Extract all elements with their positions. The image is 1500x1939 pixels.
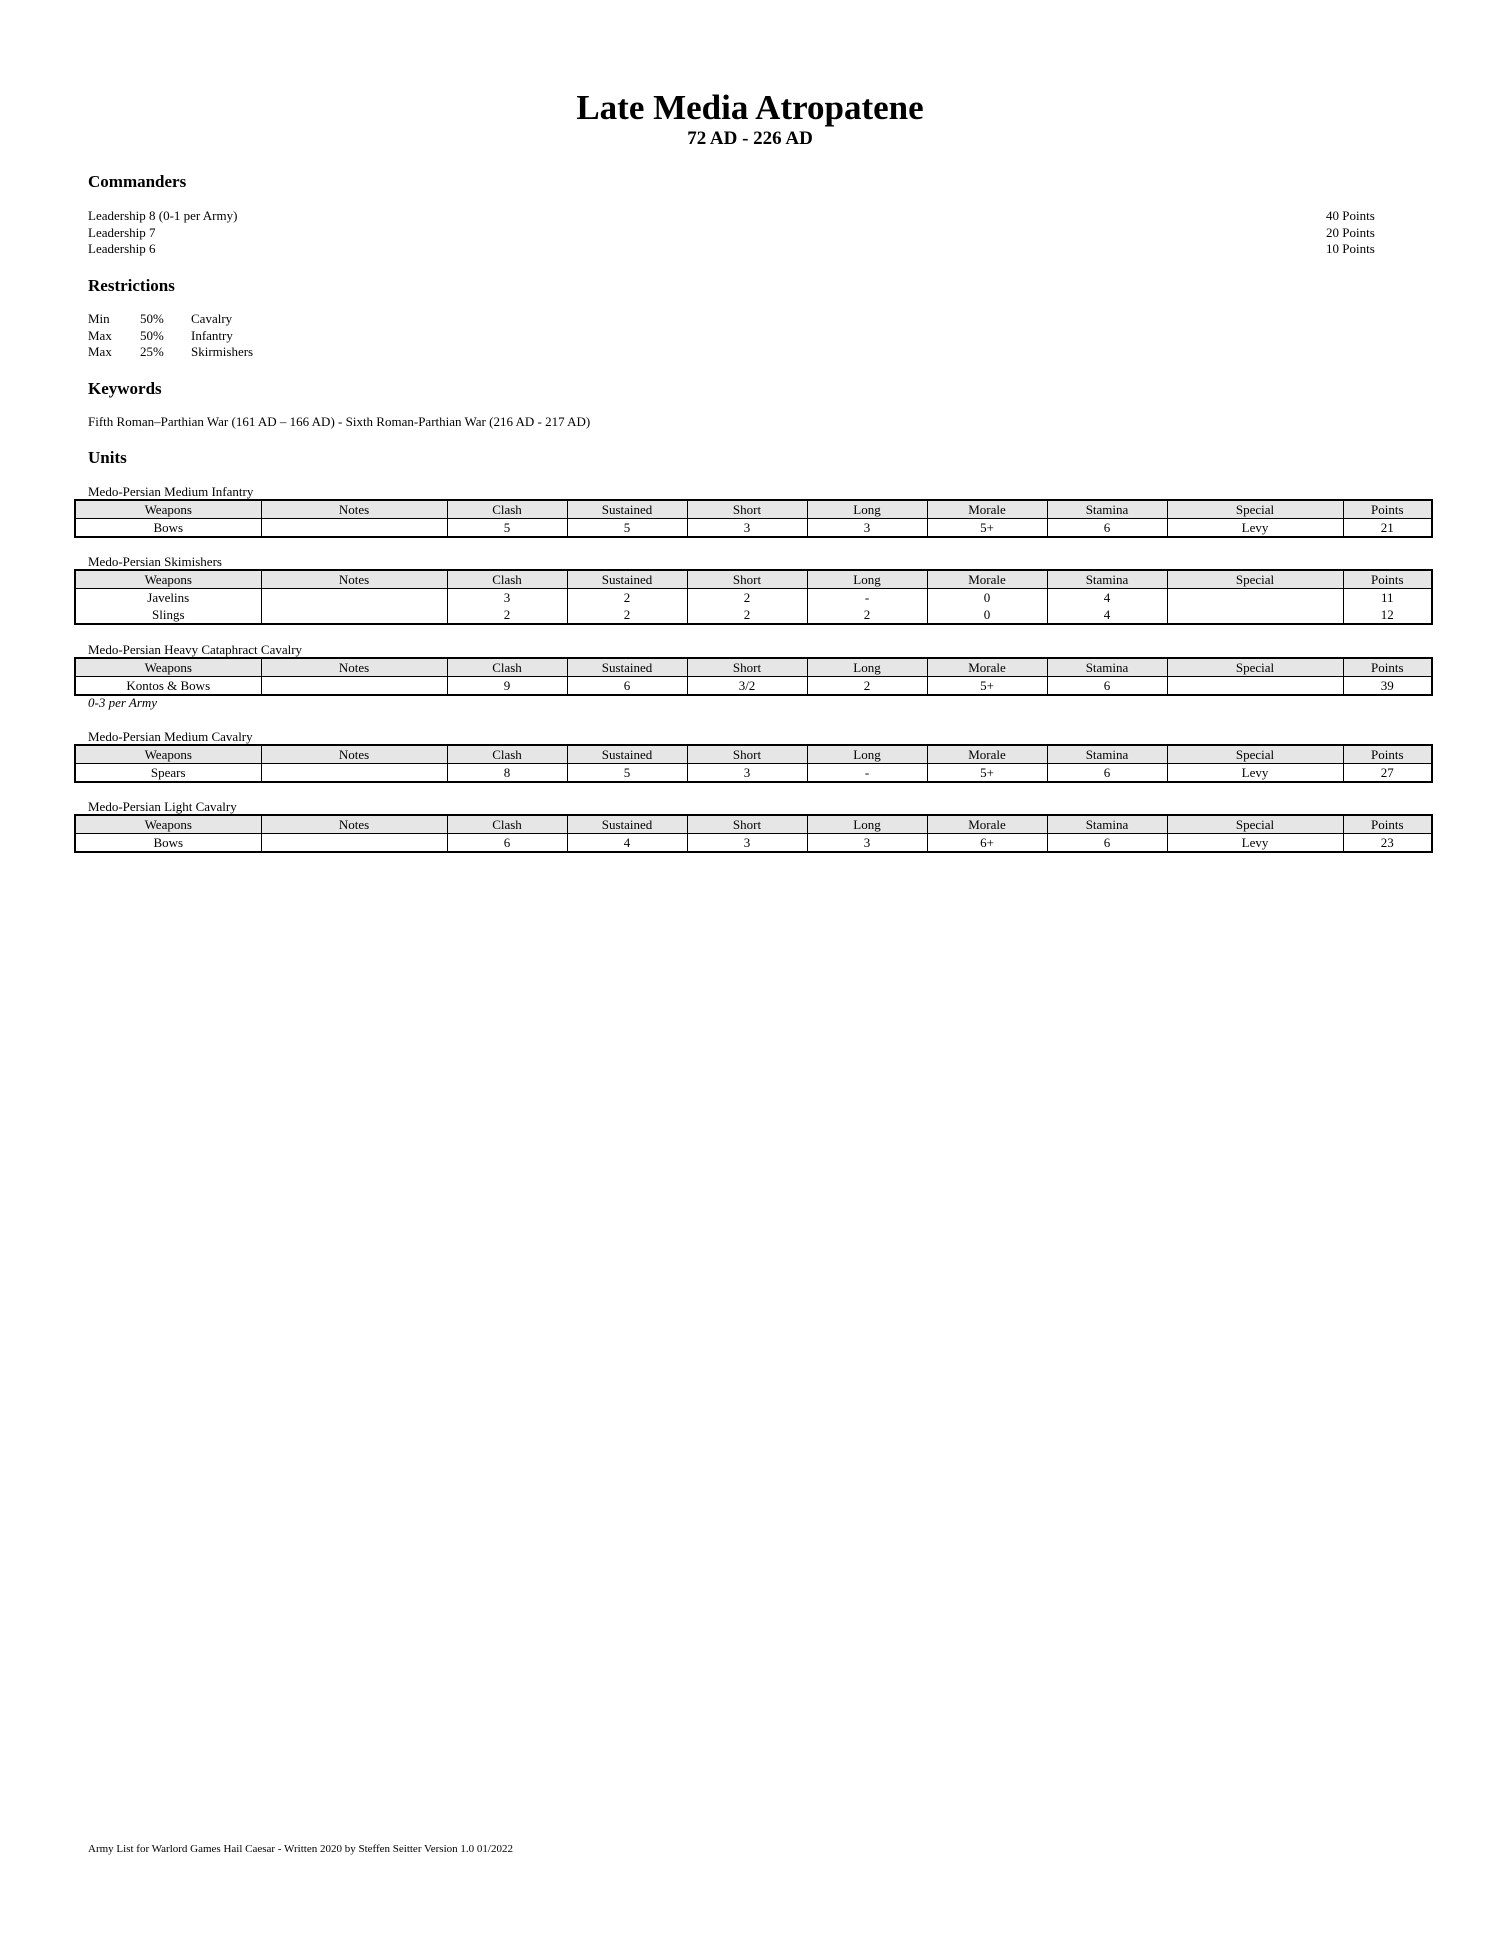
column-header: Special bbox=[1167, 570, 1343, 589]
column-header: Long bbox=[807, 500, 927, 519]
table-cell bbox=[261, 764, 447, 783]
unit-table bbox=[74, 814, 1433, 853]
table-cell: Bows bbox=[75, 834, 261, 853]
column-header: Sustained bbox=[567, 658, 687, 677]
column-header: Clash bbox=[447, 745, 567, 764]
keywords-text: Fifth Roman–Parthian War (161 AD – 166 AD) - Sixth Roman-Parthian War (216 AD - 217 AD) bbox=[88, 414, 591, 429]
commanders-list bbox=[88, 208, 237, 258]
table-header-row bbox=[75, 570, 1432, 589]
unit-table bbox=[74, 744, 1433, 783]
column-header: Special bbox=[1167, 500, 1343, 519]
column-header: Sustained bbox=[567, 500, 687, 519]
table-cell: 4 bbox=[1047, 606, 1167, 624]
table-cell: 6 bbox=[1047, 519, 1167, 538]
restriction-type: Cavalry bbox=[191, 311, 233, 326]
table-cell: 5+ bbox=[927, 677, 1047, 696]
table-row bbox=[75, 677, 1432, 696]
unit-table bbox=[74, 499, 1433, 538]
restriction-limit: Max bbox=[88, 344, 112, 359]
restriction-type: Skirmishers bbox=[191, 344, 254, 359]
table-cell: 3 bbox=[807, 519, 927, 538]
keywords-heading: Keywords bbox=[88, 379, 162, 398]
table-cell: 5+ bbox=[927, 519, 1047, 538]
column-header: Stamina bbox=[1047, 658, 1167, 677]
column-header: Short bbox=[687, 745, 807, 764]
column-header: Points bbox=[1343, 570, 1432, 589]
column-header: Points bbox=[1343, 815, 1432, 834]
table-cell: Levy bbox=[1167, 519, 1343, 538]
commanders-heading: Commanders bbox=[88, 172, 187, 191]
table-cell: 11 bbox=[1343, 589, 1432, 607]
table-cell: Slings bbox=[75, 606, 261, 624]
column-header: Weapons bbox=[75, 570, 261, 589]
commanders-points bbox=[1326, 208, 1375, 258]
table-cell bbox=[261, 606, 447, 624]
restrictions-heading: Restrictions bbox=[88, 276, 175, 295]
table-cell: Kontos & Bows bbox=[75, 677, 261, 696]
table-cell: 2 bbox=[447, 606, 567, 624]
column-header: Special bbox=[1167, 745, 1343, 764]
table-cell bbox=[261, 589, 447, 607]
unit-name: Medo-Persian Light Cavalry bbox=[88, 799, 237, 814]
units-heading: Units bbox=[88, 448, 127, 467]
table-cell: 4 bbox=[567, 834, 687, 853]
page-title: Late Media Atropatene bbox=[576, 88, 924, 127]
table-cell: 5 bbox=[447, 519, 567, 538]
table-cell: 6 bbox=[1047, 677, 1167, 696]
table-cell: 6 bbox=[447, 834, 567, 853]
commander-label: Leadership 6 bbox=[88, 241, 156, 256]
restriction-limit: Max bbox=[88, 327, 112, 343]
table-cell: 3 bbox=[687, 764, 807, 783]
column-header: Notes bbox=[261, 658, 447, 677]
column-header: Notes bbox=[261, 815, 447, 834]
table-cell: 2 bbox=[567, 589, 687, 607]
table-cell: 3 bbox=[687, 519, 807, 538]
table-cell: 39 bbox=[1343, 677, 1432, 696]
column-header: Weapons bbox=[75, 745, 261, 764]
table-cell: 23 bbox=[1343, 834, 1432, 853]
restriction-type: Infantry bbox=[191, 327, 233, 343]
column-header: Morale bbox=[927, 745, 1047, 764]
table-cell: 9 bbox=[447, 677, 567, 696]
column-header: Points bbox=[1343, 658, 1432, 677]
column-header: Notes bbox=[261, 745, 447, 764]
column-header: Notes bbox=[261, 500, 447, 519]
column-header: Short bbox=[687, 658, 807, 677]
commander-label: Leadership 7 bbox=[88, 224, 156, 240]
column-header: Sustained bbox=[567, 745, 687, 764]
table-cell: 6 bbox=[567, 677, 687, 696]
table-cell: - bbox=[807, 764, 927, 783]
column-header: Stamina bbox=[1047, 815, 1167, 834]
table-cell: 5 bbox=[567, 764, 687, 783]
table-row bbox=[75, 589, 1432, 607]
restriction-row bbox=[88, 328, 253, 345]
table-cell: Spears bbox=[75, 764, 261, 783]
table-cell: 5+ bbox=[927, 764, 1047, 783]
unit-name: Medo-Persian Heavy Cataphract Cavalry bbox=[88, 642, 303, 657]
table-cell: 21 bbox=[1343, 519, 1432, 538]
table-header-row bbox=[75, 658, 1432, 677]
unit-table bbox=[74, 657, 1433, 696]
table-cell: 3 bbox=[807, 834, 927, 853]
column-header: Long bbox=[807, 570, 927, 589]
table-cell: 2 bbox=[567, 606, 687, 624]
table-cell: 6 bbox=[1047, 764, 1167, 783]
column-header: Short bbox=[687, 500, 807, 519]
table-cell: 8 bbox=[447, 764, 567, 783]
column-header: Morale bbox=[927, 570, 1047, 589]
column-header: Weapons bbox=[75, 500, 261, 519]
table-cell: 2 bbox=[687, 589, 807, 607]
table-cell: Levy bbox=[1167, 834, 1343, 853]
column-header: Stamina bbox=[1047, 500, 1167, 519]
table-row bbox=[75, 834, 1432, 853]
restriction-limit: Min bbox=[88, 311, 110, 326]
table-header-row bbox=[75, 745, 1432, 764]
column-header: Points bbox=[1343, 500, 1432, 519]
restriction-percent: 25% bbox=[140, 344, 164, 359]
table-cell: 6+ bbox=[927, 834, 1047, 853]
unit-name: Medo-Persian Medium Cavalry bbox=[88, 729, 253, 744]
table-cell: 3 bbox=[687, 834, 807, 853]
table-cell: - bbox=[807, 589, 927, 607]
column-header: Long bbox=[807, 815, 927, 834]
column-header: Sustained bbox=[567, 815, 687, 834]
column-header: Morale bbox=[927, 500, 1047, 519]
table-cell bbox=[1167, 606, 1343, 624]
restriction-percent: 50% bbox=[140, 311, 164, 326]
commander-points: 10 Points bbox=[1326, 241, 1375, 256]
column-header: Clash bbox=[447, 815, 567, 834]
column-header: Clash bbox=[447, 570, 567, 589]
table-cell bbox=[1167, 677, 1343, 696]
table-cell: 0 bbox=[927, 606, 1047, 624]
table-cell bbox=[261, 519, 447, 538]
restriction-row bbox=[88, 311, 253, 328]
table-cell bbox=[1167, 589, 1343, 607]
table-row bbox=[75, 606, 1432, 624]
column-header: Short bbox=[687, 570, 807, 589]
table-cell: Javelins bbox=[75, 589, 261, 607]
table-cell: 6 bbox=[1047, 834, 1167, 853]
commander-points: 40 Points bbox=[1326, 208, 1375, 223]
table-cell: Levy bbox=[1167, 764, 1343, 783]
column-header: Points bbox=[1343, 745, 1432, 764]
restriction-percent: 50% bbox=[140, 327, 164, 343]
table-row bbox=[75, 764, 1432, 783]
column-header: Clash bbox=[447, 658, 567, 677]
table-row bbox=[75, 519, 1432, 538]
column-header: Special bbox=[1167, 815, 1343, 834]
column-header: Clash bbox=[447, 500, 567, 519]
column-header: Short bbox=[687, 815, 807, 834]
restriction-row bbox=[88, 344, 253, 361]
table-cell: 2 bbox=[807, 606, 927, 624]
table-cell: 27 bbox=[1343, 764, 1432, 783]
column-header: Stamina bbox=[1047, 570, 1167, 589]
commander-label: Leadership 8 (0-1 per Army) bbox=[88, 208, 238, 223]
unit-table bbox=[74, 569, 1433, 625]
table-cell: 2 bbox=[807, 677, 927, 696]
table-cell: 12 bbox=[1343, 606, 1432, 624]
column-header: Weapons bbox=[75, 658, 261, 677]
table-cell: 3 bbox=[447, 589, 567, 607]
column-header: Long bbox=[807, 745, 927, 764]
table-cell: 5 bbox=[567, 519, 687, 538]
table-header-row bbox=[75, 815, 1432, 834]
table-cell bbox=[261, 834, 447, 853]
column-header: Long bbox=[807, 658, 927, 677]
unit-note: 0-3 per Army bbox=[88, 695, 158, 710]
table-cell: 3/2 bbox=[687, 677, 807, 696]
table-cell: 0 bbox=[927, 589, 1047, 607]
unit-name: Medo-Persian Medium Infantry bbox=[88, 484, 254, 499]
table-cell bbox=[261, 677, 447, 696]
table-cell: Bows bbox=[75, 519, 261, 538]
restrictions-list bbox=[88, 311, 253, 361]
footer-text: Army List for Warlord Games Hail Caesar - Written 2020 by Steffen Seitter Version 1.0 01/2022 bbox=[88, 1843, 513, 1855]
column-header: Special bbox=[1167, 658, 1343, 677]
unit-name: Medo-Persian Skimishers bbox=[88, 554, 222, 569]
column-header: Weapons bbox=[75, 815, 261, 834]
commander-points: 20 Points bbox=[1326, 224, 1375, 240]
table-header-row bbox=[75, 500, 1432, 519]
column-header: Stamina bbox=[1047, 745, 1167, 764]
page-dates: 72 AD - 226 AD bbox=[687, 128, 813, 149]
table-cell: 2 bbox=[687, 606, 807, 624]
column-header: Morale bbox=[927, 815, 1047, 834]
column-header: Sustained bbox=[567, 570, 687, 589]
column-header: Morale bbox=[927, 658, 1047, 677]
column-header: Notes bbox=[261, 570, 447, 589]
table-cell: 4 bbox=[1047, 589, 1167, 607]
